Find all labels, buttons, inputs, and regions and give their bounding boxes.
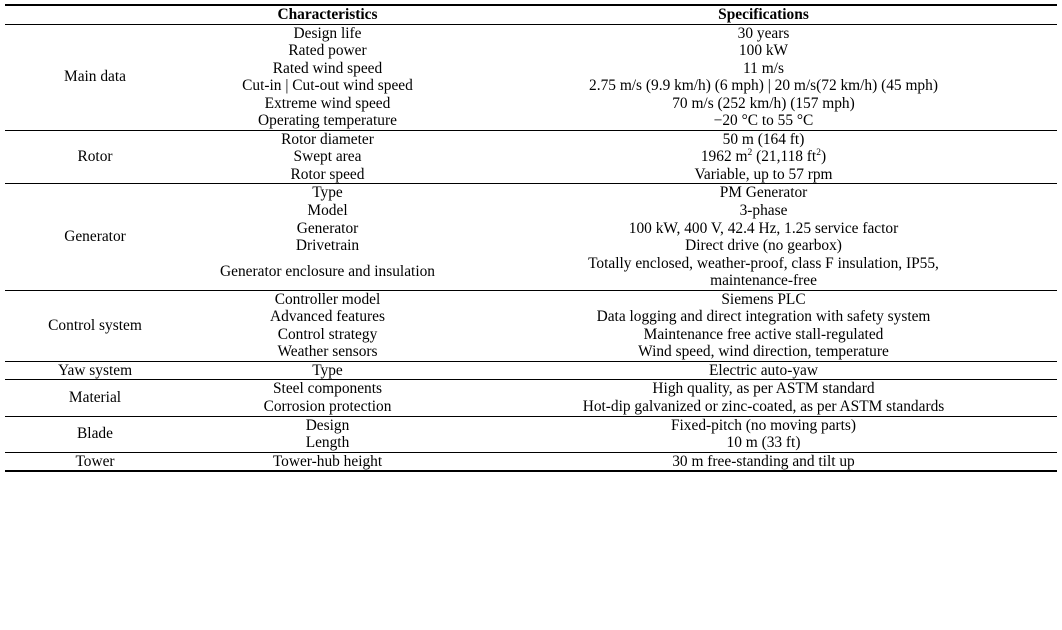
characteristic-cell: Cut-in | Cut-out wind speed <box>242 77 413 95</box>
specification-cell: 2.75 m/s (9.9 km/h) (6 mph) | 20 m/s(72 km/h) (45 mph) <box>589 77 938 95</box>
group-material <box>5 380 1057 416</box>
group-control-system <box>5 290 1057 361</box>
characteristic-cell: Corrosion protection <box>263 398 392 416</box>
specification-cell: 100 kW <box>738 42 789 60</box>
specification-cell: Variable, up to 57 rpm <box>694 165 833 183</box>
characteristic-cell: Rotor diameter <box>281 130 374 148</box>
specification-cell: Fixed-pitch (no moving parts) <box>670 416 857 434</box>
specification-cell: High quality, as per ASTM standard <box>652 380 875 398</box>
specification-cell: Siemens PLC <box>721 290 806 308</box>
table-row <box>5 24 1057 42</box>
group-label: Blade <box>77 425 113 443</box>
specification-cell: Data logging and direct integration with safety system <box>596 308 931 326</box>
group-label: Yaw system <box>57 361 133 379</box>
group-label: Material <box>68 389 122 407</box>
specification-cell: 100 kW, 400 V, 42.4 Hz, 1.25 service factor <box>628 219 899 237</box>
characteristic-cell: Control strategy <box>277 325 378 343</box>
group-generator <box>5 184 1057 290</box>
table-row <box>5 130 1057 148</box>
group-rotor <box>5 130 1057 184</box>
specification-cell <box>470 148 1057 166</box>
specification-cell <box>470 255 1057 291</box>
characteristic-cell: Generator <box>296 219 359 237</box>
characteristic-cell: Type <box>312 184 343 202</box>
table-row <box>5 361 1057 380</box>
group-main-data <box>5 24 1057 130</box>
superscript: 2 <box>816 147 821 159</box>
characteristic-cell: Design <box>305 416 350 434</box>
characteristic-cell: Steel components <box>273 380 382 398</box>
table-header <box>5 5 1057 24</box>
header-group-cell <box>5 5 185 24</box>
characteristic-cell: Generator enclosure and insulation <box>220 263 435 281</box>
specification-cell: −20 °C to 55 °C <box>713 112 814 130</box>
characteristic-cell: Drivetrain <box>295 237 360 255</box>
characteristic-cell: Controller model <box>274 290 381 308</box>
spec-part: 1962 m <box>700 148 748 166</box>
group-tower <box>5 452 1057 471</box>
characteristic-cell: Tower-hub height <box>272 452 383 470</box>
characteristic-cell: Rated wind speed <box>272 59 383 77</box>
specification-cell: 30 m free-standing and tilt up <box>672 452 855 470</box>
characteristic-cell: Design life <box>293 24 362 42</box>
group-yaw-system <box>5 361 1057 380</box>
group-label: Generator <box>64 228 126 246</box>
specification-cell: 11 m/s <box>743 59 784 77</box>
specification-cell: Wind speed, wind direction, temperature <box>638 343 889 361</box>
table-row <box>5 184 1057 202</box>
specification-cell: 30 years <box>737 24 790 42</box>
specification-cell: PM Generator <box>719 184 808 202</box>
spec-line: Totally enclosed, weather-proof, class F insulation, IP55, <box>588 254 939 272</box>
table-row <box>5 416 1057 434</box>
spec-line: maintenance-free <box>710 272 817 290</box>
header-characteristics: Characteristics <box>277 6 378 23</box>
table-row <box>5 452 1057 471</box>
characteristic-cell: Operating temperature <box>258 112 397 130</box>
table-row <box>5 380 1057 398</box>
characteristic-cell: Swept area <box>293 148 362 166</box>
specifications-table <box>5 4 1057 472</box>
specification-cell: 10 m (33 ft) <box>726 434 801 452</box>
characteristic-cell: Weather sensors <box>277 343 378 361</box>
group-label: Main data <box>64 68 126 86</box>
header-specifications: Specifications <box>718 6 809 23</box>
characteristic-cell: Model <box>307 202 348 220</box>
superscript: 2 <box>747 147 753 159</box>
specification-cell: Direct drive (no gearbox) <box>685 237 842 255</box>
specification-cell: 50 m (164 ft) <box>722 130 805 148</box>
characteristic-cell: Length <box>305 434 350 452</box>
specification-cell: 70 m/s (252 km/h) (157 mph) <box>672 94 855 112</box>
spec-part: ) <box>820 148 827 166</box>
table-row <box>5 290 1057 308</box>
characteristic-cell: Advanced features <box>270 308 385 326</box>
characteristic-cell: Rated power <box>288 42 367 60</box>
specification-cell: Electric auto-yaw <box>709 361 818 379</box>
group-label: Tower <box>75 452 115 470</box>
characteristic-cell: Type <box>312 361 343 379</box>
header-row <box>5 5 1057 24</box>
spec-part: (21,118 ft <box>752 148 817 166</box>
group-label: Control system <box>48 317 142 335</box>
specification-cell: Maintenance free active stall-regulated <box>643 325 884 343</box>
group-label: Rotor <box>77 148 113 166</box>
specification-cell: Hot-dip galvanized or zinc-coated, as per ASTM standards <box>582 398 945 416</box>
specification-cell: 3-phase <box>739 202 788 220</box>
group-blade <box>5 416 1057 452</box>
characteristic-cell: Extreme wind speed <box>264 94 391 112</box>
characteristic-cell: Rotor speed <box>290 165 365 183</box>
